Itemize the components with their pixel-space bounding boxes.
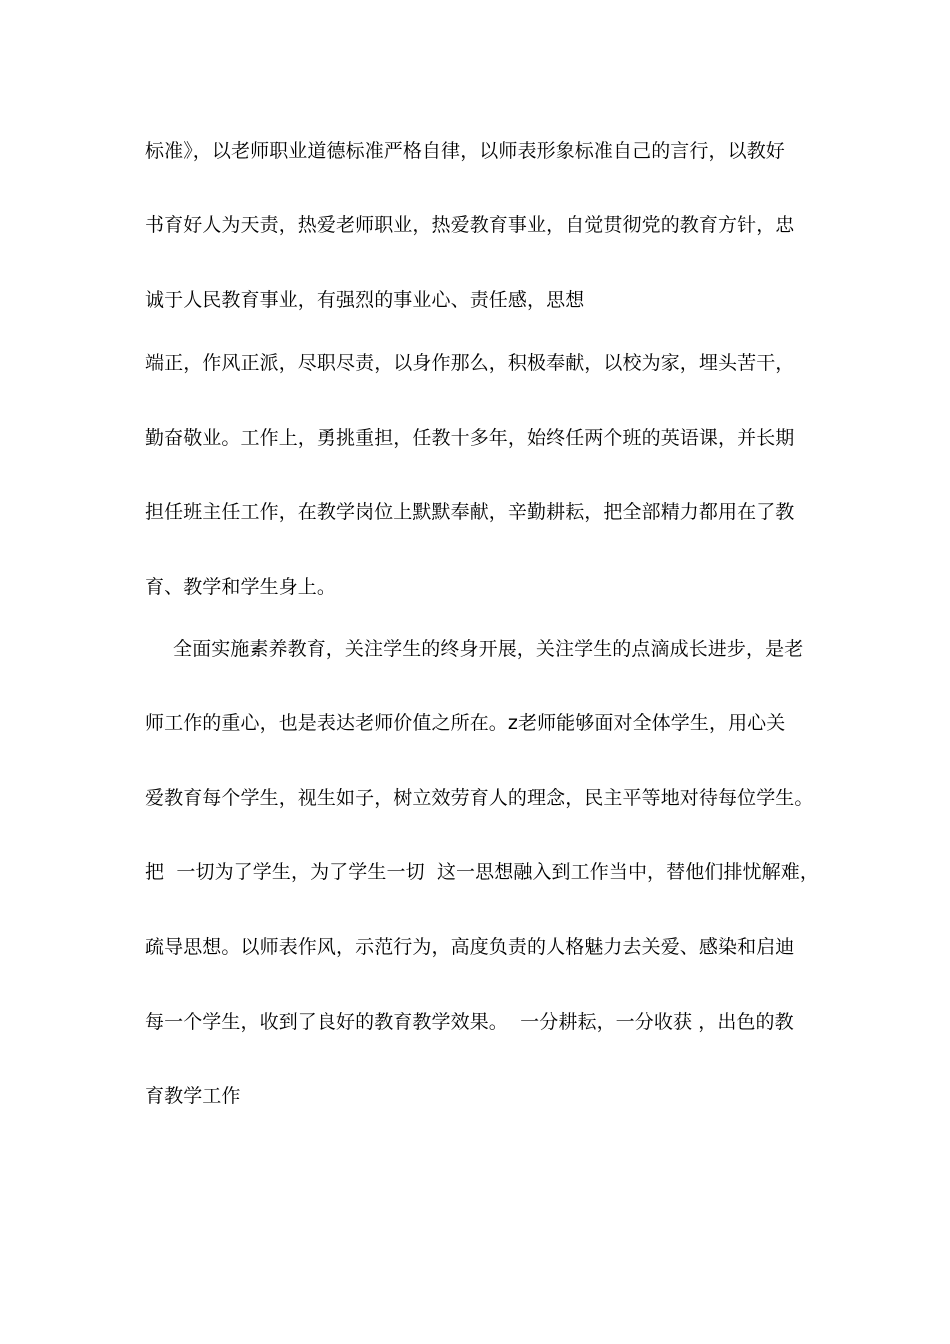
text-line: 疏导思想。以师表作风，示范行为，高度负责的人格魅力去关爱、感染和启迪 bbox=[145, 936, 795, 958]
text-line: 书育好人为天责，热爱老师职业，热爱教育事业，自觉贯彻党的教育方针，忠 bbox=[145, 214, 795, 236]
text-line: 勤奋敬业。工作上，勇挑重担，任教十多年，始终任两个班的英语课，并长期 bbox=[145, 427, 795, 449]
paragraph-first-line: 全面实施素养教育，关注学生的终身开展，关注学生的点滴成长进步，是老 bbox=[173, 638, 804, 660]
text-line: 诚于人民教育事业，有强烈的事业心、责任感，思想 bbox=[145, 289, 585, 311]
text-line: 每一个学生，收到了良好的教育教学效果。 一分耕耘，一分收获 ，出色的教 bbox=[145, 1011, 794, 1033]
text-line: 育教学工作 bbox=[145, 1085, 241, 1107]
text-line: 把 一切为了学生，为了学生一切 这一思想融入到工作当中，替他们排忧解难， bbox=[145, 861, 819, 883]
text-line: 育、教学和学生身上。 bbox=[145, 576, 337, 598]
text-line: 标准》，以老师职业道德标准严格自律，以师表形象标准自己的言行，以教好 bbox=[145, 140, 785, 162]
text-line: 爱教育每个学生，视生如子，树立效劳育人的理念，民主平等地对待每位学生。 bbox=[145, 787, 814, 809]
text-line: 端正，作风正派，尽职尽责，以身作那么，积极奉献，以校为家，埋头苦干， bbox=[145, 352, 795, 374]
text-line: 师工作的重心，也是表达老师价值之所在。z老师能够面对全体学生，用心关 bbox=[145, 712, 786, 734]
text-line: 担任班主任工作，在教学岗位上默默奉献，辛勤耕耘，把全部精力都用在了教 bbox=[145, 501, 795, 523]
